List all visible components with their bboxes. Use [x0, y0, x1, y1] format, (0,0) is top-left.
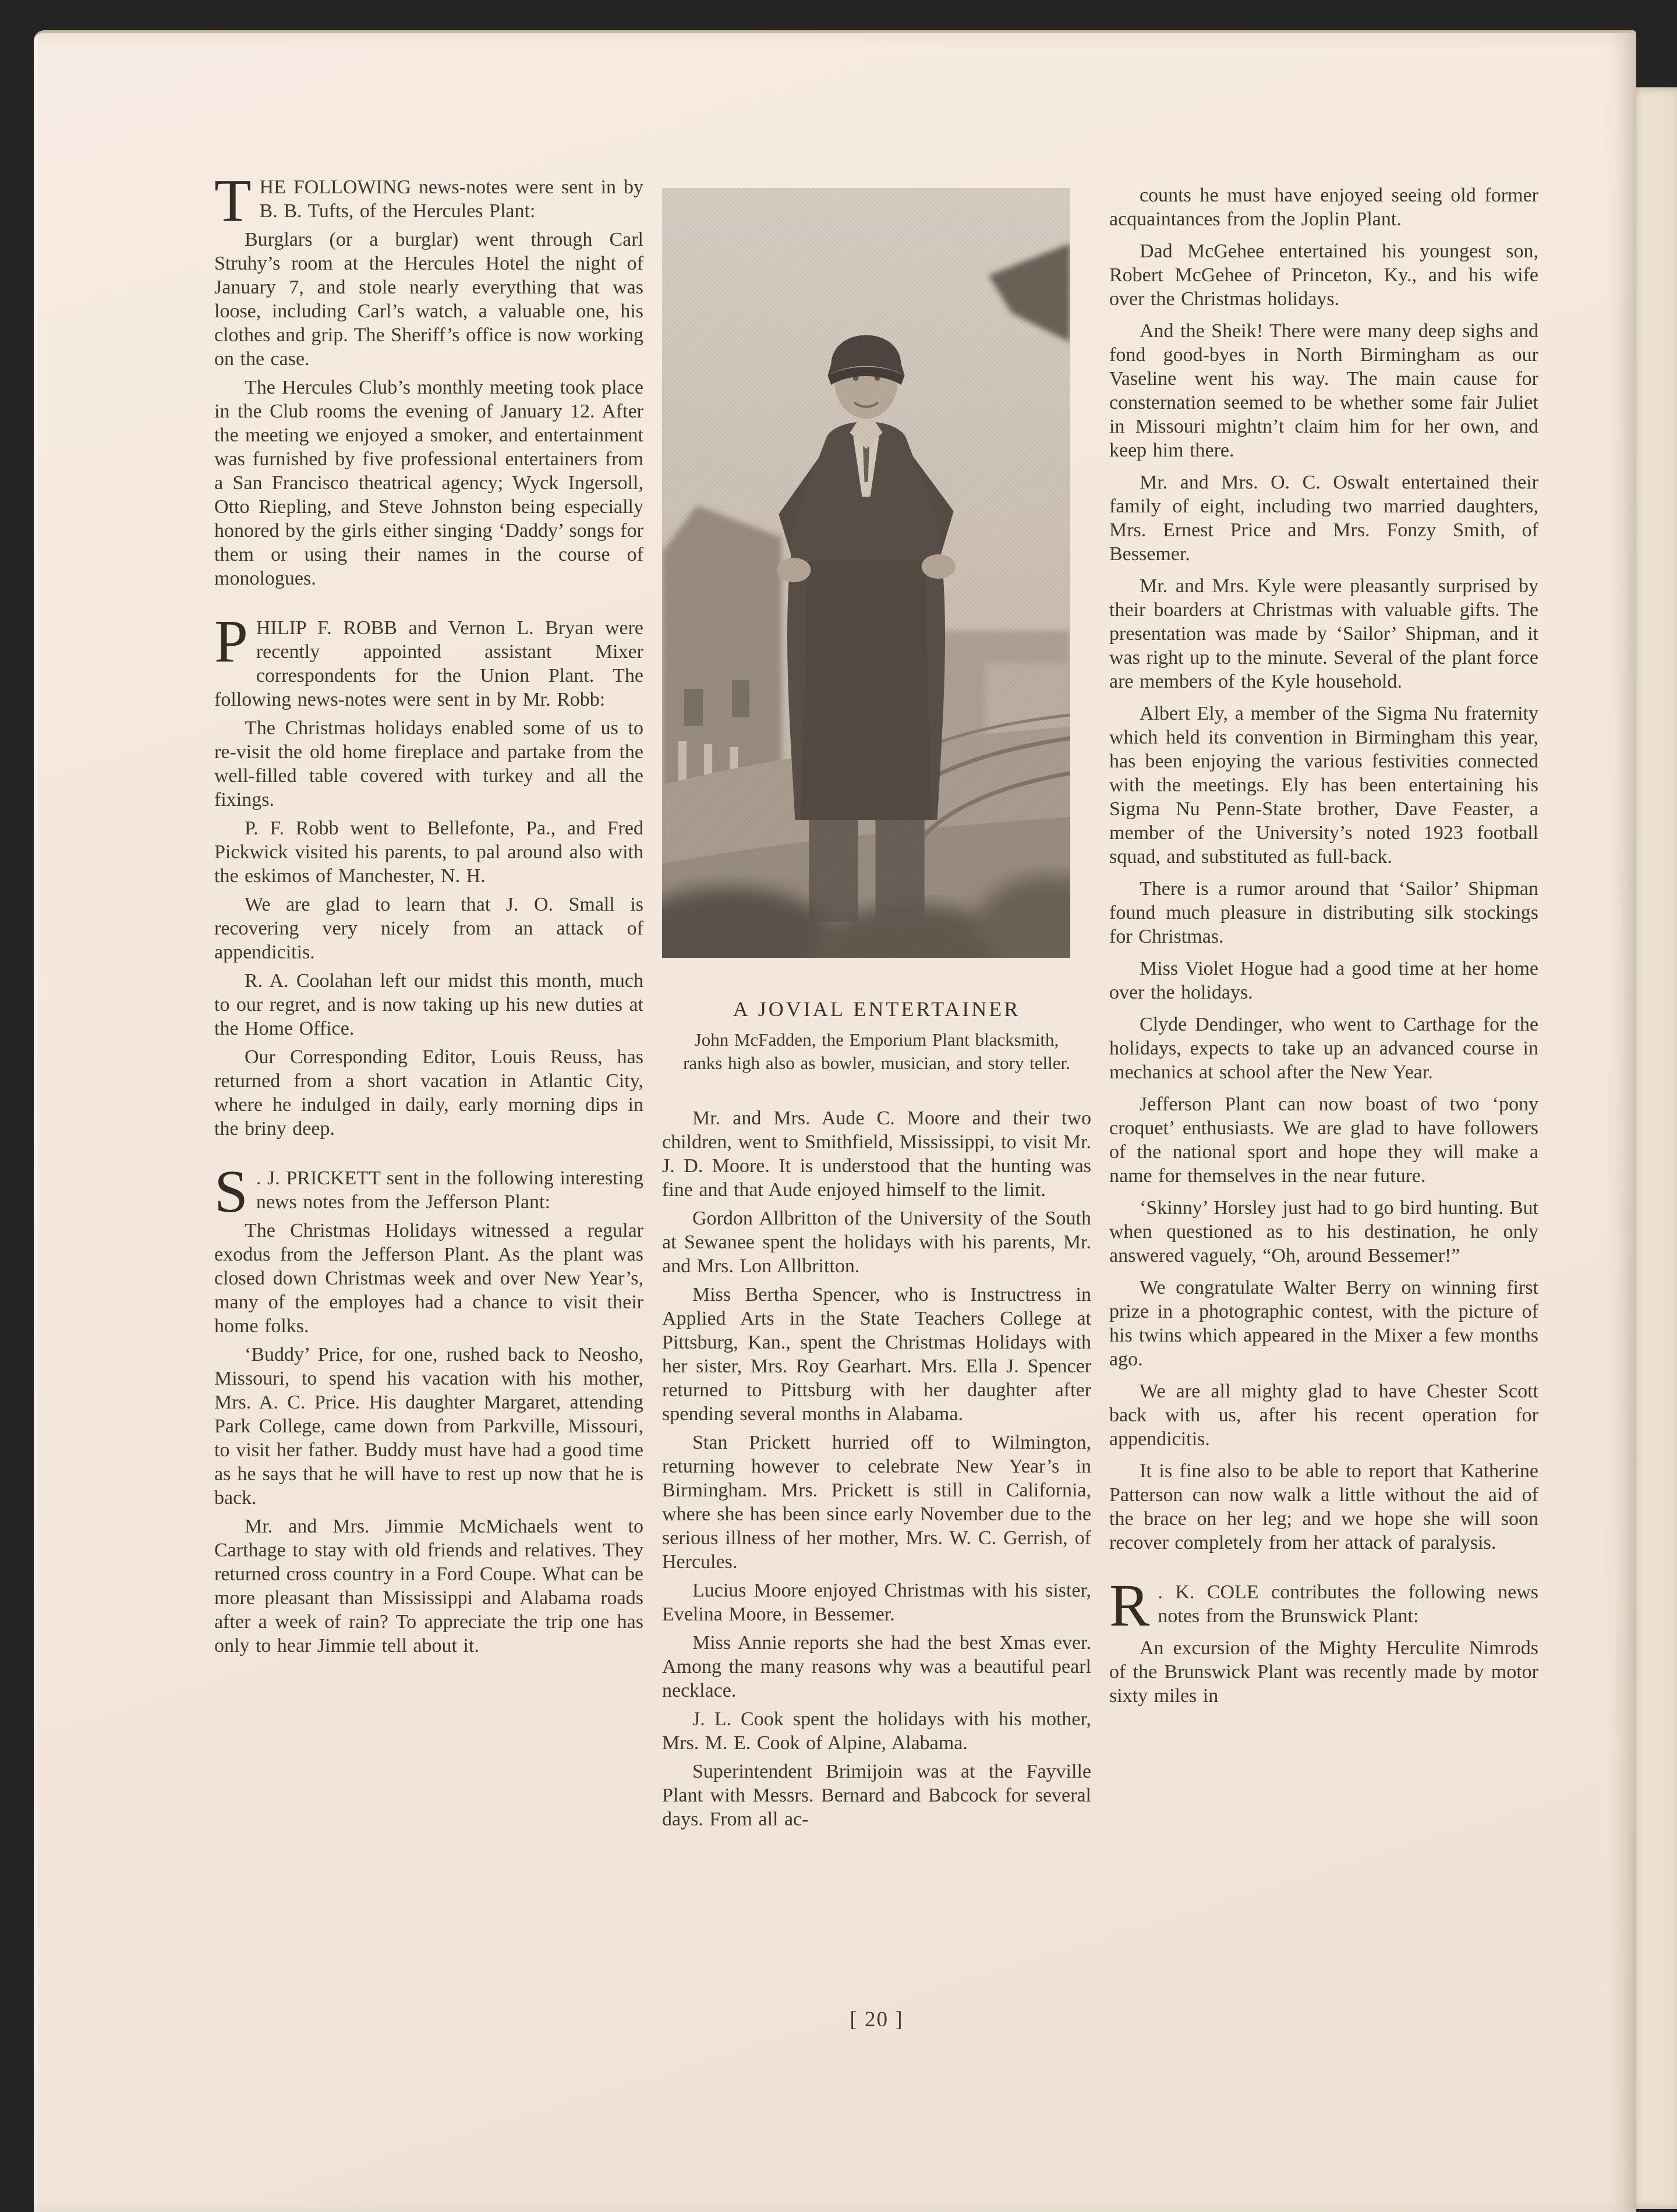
drop-cap: T	[214, 167, 252, 234]
photo-caption-title: A JOVIAL ENTERTAINER	[733, 997, 1021, 1021]
section-lead	[1109, 1572, 1538, 1639]
drop-cap: P	[214, 608, 248, 675]
news-paragraph: It is fine also to be able to report that Katherine Patterson can now walk a little without the aid of the brace on her leg; and we hope she will soon recover completely from her attack of paralysis.	[1109, 1460, 1538, 1553]
photo-caption-text: John McFadden, the Emporium Plant blacksmith, ranks high also as bowler, musician, and story teller.	[683, 1029, 1070, 1073]
news-paragraph: We are glad to learn that J. O. Small is recovering very nicely from an attack of appendicitis.	[214, 894, 643, 963]
section-lead-text: . J. PRICKETT sent in the following interesting news notes from the Jefferson Plant:	[256, 1167, 643, 1213]
blacksmith-portrait-illustration	[662, 188, 1070, 958]
news-paragraph: Mr. and Mrs. Kyle were pleasantly surprised by their boarders at Christmas with valuable gifts. The presentation was made by ‘Sailor’ Shipman, and it was right up to the minute. Several of the plant force are members of the Kyle household.	[1109, 575, 1538, 692]
news-paragraph: counts he must have enjoyed seeing old former acquaintances from the Joplin Plant.	[1109, 185, 1538, 230]
news-paragraph: Miss Bertha Spencer, who is Instructress in Applied Arts in the State Teachers College at Pittsburg, Kan., spent the Christmas Holidays with her sister, Mrs. Roy Gearhart. Mrs. Ella J. Spencer returned to Pittsburg with her daughter after spending several months in Alabama.	[662, 1284, 1091, 1425]
news-paragraph: We congratulate Walter Berry on winning first prize in a photographic contest, with the picture of his twins which appeared in the Mixer a few months ago.	[1109, 1277, 1538, 1370]
column-left	[214, 167, 643, 1662]
news-paragraph: ‘Skinny’ Horsley just had to go bird hunting. But when questioned as to his destination, he only answered vaguely, “Oh, around Bessemer!”	[1109, 1197, 1538, 1266]
news-paragraph: The Hercules Club’s monthly meeting took place in the Club rooms the evening of January 12. After the meeting we enjoyed a smoker, and entertainment was furnished by five professional entertainers from a San Francisco theatrical agency; Wyck Ingersoll, Otto Riepling, and Steve Johnston being especially honored by the girls either singing ‘Daddy’ songs for them or using their names in the course of monologues.	[214, 377, 643, 589]
news-paragraph: Mr. and Mrs. O. C. Oswalt entertained their family of eight, including two married daughters, Mrs. Ernest Price and Mrs. Fonzy Smith, of Bessemer.	[1109, 472, 1538, 565]
news-paragraph: Mr. and Mrs. Jimmie McMichaels went to Carthage to stay with old friends and relatives. They returned cross country in a Ford Coupe. What can be more pleasant than Mississippi and Alabama roads after a week of rain? To appreciate the trip one has only to hear Jimmie tell about it.	[214, 1516, 643, 1657]
photo-caption	[662, 997, 1091, 1075]
news-paragraph: Clyde Dendinger, who went to Carthage for the holidays, expects to take up an advanced course in mechanics at school after the New Year.	[1109, 1014, 1538, 1083]
section-lead-text: HE FOLLOWING news-notes were sent in by B. B. Tufts, of the Hercules Plant:	[259, 176, 643, 222]
column-right	[1109, 183, 1538, 1716]
news-paragraph: There is a rumor around that ‘Sailor’ Shipman found much pleasure in distributing silk stockings for Christmas.	[1109, 878, 1538, 947]
section-lead-text: HILIP F. ROBB and Vernon L. Bryan were recently appointed assistant Mixer correspondents for the Union Plant. The following news-notes were sent in by Mr. Robb:	[214, 617, 643, 710]
section-lead-text: . K. COLE contributes the following news notes from the Brunswick Plant:	[1158, 1581, 1538, 1627]
photo-figure	[662, 188, 1091, 1075]
news-paragraph: R. A. Coolahan left our midst this month, much to our regret, and is now taking up his new duties at the Home Office.	[214, 970, 643, 1039]
news-paragraph: Stan Prickett hurried off to Wilmington, returning however to celebrate New Year’s in Birmingham. Mrs. Prickett is still in California, where she has been since early November due to the serious illness of her mother, Mrs. W. C. Gerrish, of Hercules.	[662, 1432, 1091, 1573]
news-paragraph: Lucius Moore enjoyed Christmas with his sister, Evelina Moore, in Bessemer.	[662, 1580, 1091, 1625]
news-paragraph: Burglars (or a burglar) went through Carl Struhy’s room at the Hercules Hotel the night of January 7, and stole nearly everything that was loose, including Carl’s watch, a valuable one, his clothes and grip. The Sheriff’s office is now working on the case.	[214, 229, 643, 370]
news-paragraph: P. F. Robb went to Bellefonte, Pa., and Fred Pickwick visited his parents, to pal around also with the eskimos of Manchester, N. H.	[214, 817, 643, 887]
news-paragraph: Miss Annie reports she had the best Xmas ever. Among the many reasons why was a beautiful pearl necklace.	[662, 1632, 1091, 1701]
news-paragraph: Albert Ely, a member of the Sigma Nu fraternity which held its convention in Birmingham this year, has been enjoying the various festivities connected with the meetings. Ely has been entertaining his Sigma Nu Penn-State brother, Dave Feaster, a member of the University’s noted 1923 football squad, and substituted as full-back.	[1109, 703, 1538, 868]
news-paragraph: Superintendent Brimijoin was at the Fayville Plant with Messrs. Bernard and Babcock for several days. From all ac-	[662, 1761, 1091, 1830]
news-paragraph: J. L. Cook spent the holidays with his mother, Mrs. M. E. Cook of Alpine, Alabama.	[662, 1708, 1091, 1754]
magazine-page	[34, 30, 1636, 2212]
news-paragraph: We are all mighty glad to have Chester Scott back with us, after his recent operation for appendicitis.	[1109, 1381, 1538, 1450]
page-number: [ 20 ]	[850, 2008, 904, 2031]
news-paragraph: And the Sheik! There were many deep sighs and fond good-byes in North Birmingham as our Vaseline went his way. The main cause for consternation seemed to be whether some fair Juliet in Missouri mightn’t claim him for her own, and keep him there.	[1109, 320, 1538, 461]
column-middle	[662, 188, 1091, 1836]
news-paragraph: An excursion of the Mighty Herculite Nimrods of the Brunswick Plant was recently made by motor sixty miles in	[1109, 1637, 1538, 1707]
news-paragraph: ‘Buddy’ Price, for one, rushed back to Neosho, Missouri, to spend his vacation with his mother, Mrs. A. C. Price. His daughter Margaret, attending Park College, came down from Parkville, Missouri, to visit her father. Buddy must have had a good time as he says that he will have to rest up now that he is back.	[214, 1344, 643, 1509]
jovial-entertainer-photo	[662, 188, 1070, 958]
drop-cap: S	[214, 1158, 248, 1225]
news-paragraph: The Christmas Holidays witnessed a regular exodus from the Jefferson Plant. As the plant was closed down Christmas week and over New Year’s, many of the employes had a chance to visit their home folks.	[214, 1220, 643, 1337]
section-lead	[214, 608, 643, 712]
section-lead	[214, 167, 643, 234]
section-lead	[214, 1158, 643, 1225]
drop-cap: R	[1109, 1572, 1150, 1639]
news-paragraph: Our Corresponding Editor, Louis Reuss, has returned from a short vacation in Atlantic City, where he indulged in daily, early morning dips in the briny deep.	[214, 1046, 643, 1139]
news-paragraph: Jefferson Plant can now boast of two ‘pony croquet’ enthusiasts. We are glad to have followers of the national sport and hope they will make a name for themselves in the near future.	[1109, 1093, 1538, 1187]
news-paragraph: The Christmas holidays enabled some of us to re-visit the old home fireplace and partake from the well-filled table covered with turkey and all the fixings.	[214, 717, 643, 811]
news-paragraph: Miss Violet Hogue had a good time at her home over the holidays.	[1109, 958, 1538, 1003]
news-paragraph: Gordon Allbritton of the University of the South at Sewanee spent the holidays with his parents, Mr. and Mrs. Lon Allbritton.	[662, 1208, 1091, 1277]
news-paragraph: Dad McGehee entertained his youngest son, Robert McGehee of Princeton, Ky., and his wife over the Christmas holidays.	[1109, 240, 1538, 310]
news-paragraph: Mr. and Mrs. Aude C. Moore and their two children, went to Smithfield, Mississippi, to visit Mr. J. D. Moore. It is understood that the hunting was fine and that Aude enjoyed himself to the limit.	[662, 1107, 1091, 1201]
